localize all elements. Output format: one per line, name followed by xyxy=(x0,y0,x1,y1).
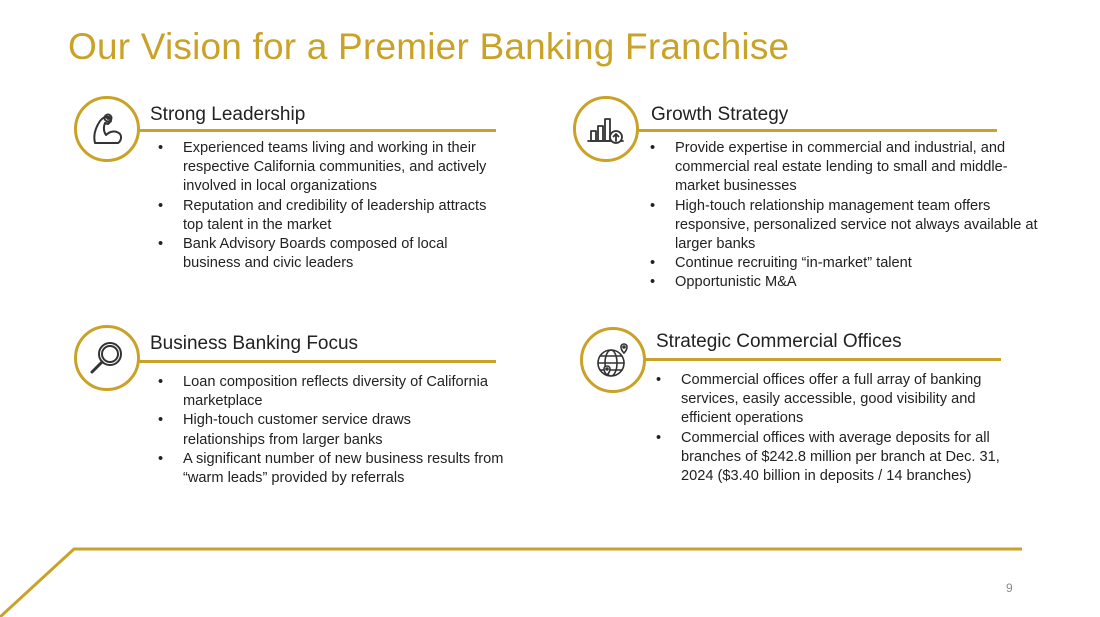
bullet-item: • A significant number of new business results from “warm leads” provided by referrals xyxy=(156,450,556,488)
bullet-item: • Experienced teams living and working in their respective California communities, and actively involved in local organizations xyxy=(156,139,506,197)
bullet-item: • Opportunistic M&A xyxy=(648,273,1043,292)
bullet-item: • High-touch relationship management team offers responsive, personalized service not always available at larger banks xyxy=(648,197,1043,255)
bullet-item: • Bank Advisory Boards composed of local business and civic leaders xyxy=(156,235,506,273)
section-heading: Strong Leadership xyxy=(150,104,306,125)
page-number: 9 xyxy=(1006,581,1013,595)
bullet-item: • Commercial offices with average deposits for all branches of $242.8 million per branch at Dec. 31, 2024 ($3.40 billion in deposits / 14 branches) xyxy=(654,429,1024,487)
section-heading: Strategic Commercial Offices xyxy=(656,331,902,352)
section-heading: Business Banking Focus xyxy=(150,333,359,354)
bullet-item: • Loan composition reflects diversity of California marketplace xyxy=(156,373,556,411)
slide-title: Our Vision for a Premier Banking Franchise xyxy=(68,26,790,67)
bullet-item: • Provide expertise in commercial and industrial, and commercial real estate lending to small and middle-market businesses xyxy=(648,139,1043,197)
bullet-item: • High-touch customer service draws relationships from larger banks xyxy=(156,411,556,449)
bullet-item: • Continue recruiting “in-market” talent xyxy=(648,254,1043,273)
bullet-item: • Commercial offices offer a full array of banking services, easily accessible, good visibility and efficient operations xyxy=(654,371,1024,429)
bullet-item: • Reputation and credibility of leadership attracts top talent in the market xyxy=(156,197,506,235)
section-heading: Growth Strategy xyxy=(651,104,789,125)
